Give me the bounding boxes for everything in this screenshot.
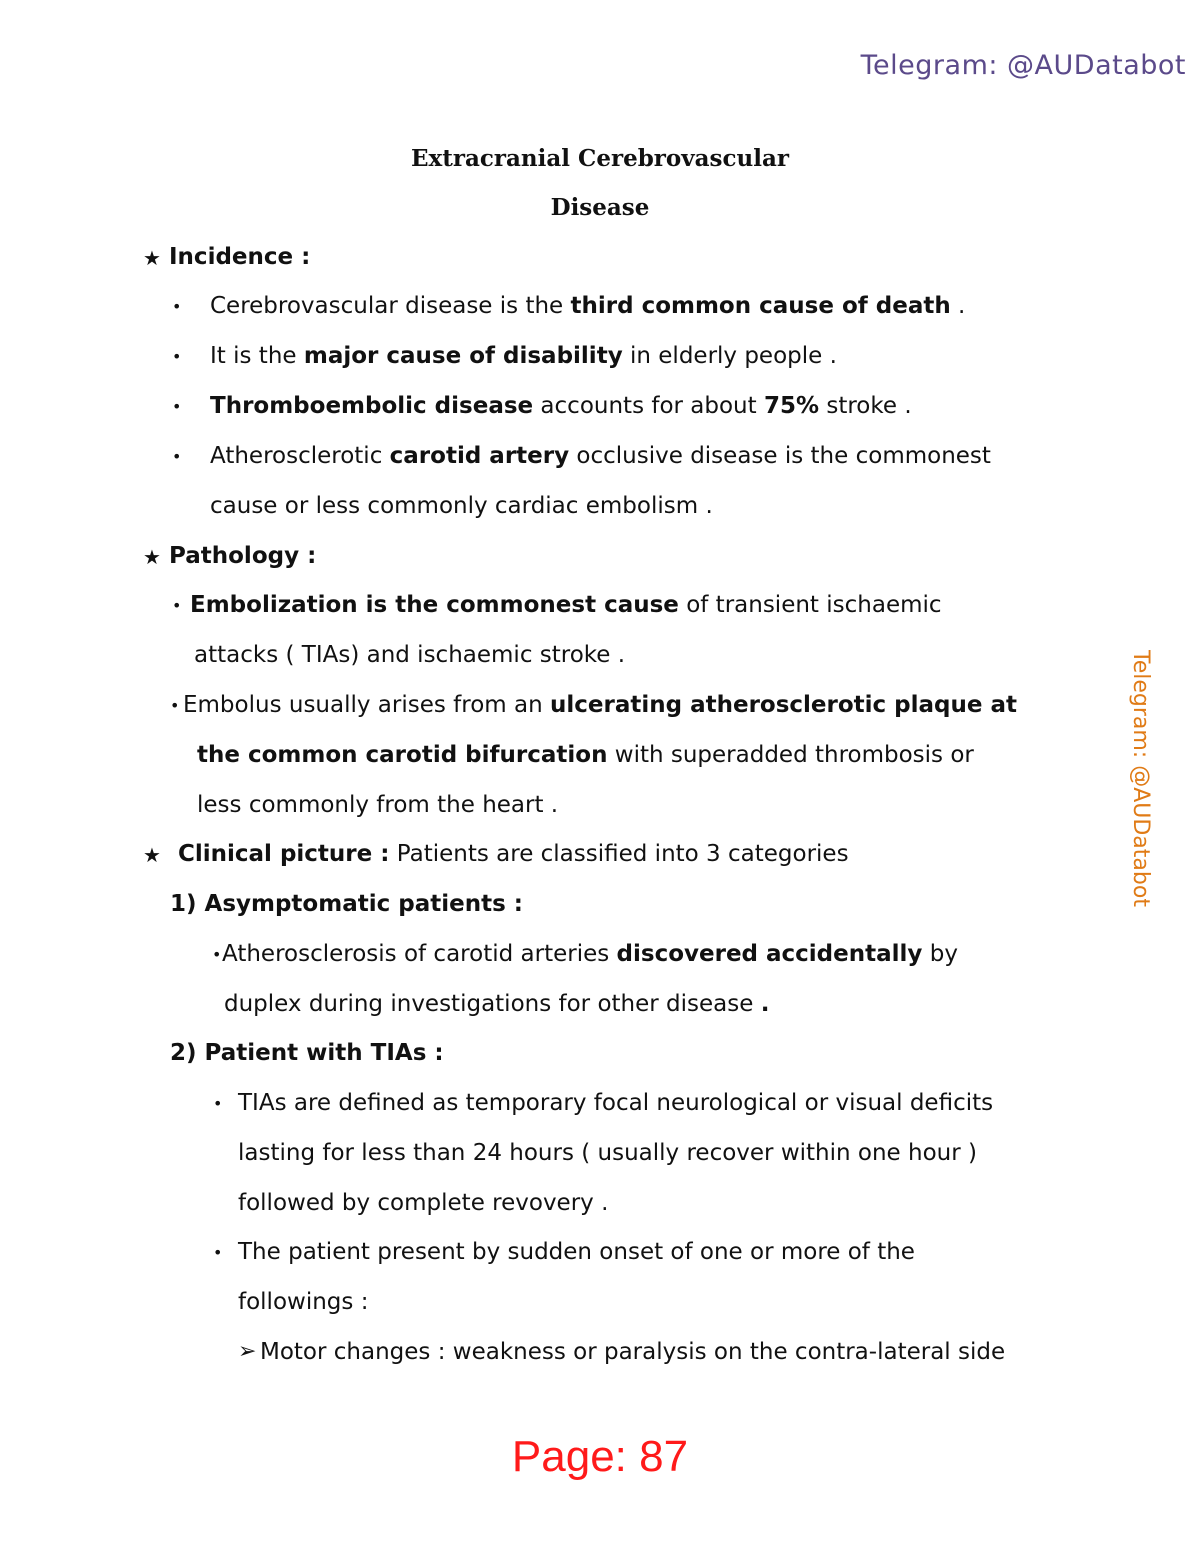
category-1-bullet-cont: duplex during investigations for other disease . <box>224 991 770 1017</box>
category-2-bullet-2-cont: followings : <box>238 1289 369 1315</box>
category-2-heading: 2) Patient with TIAs : <box>170 1040 444 1066</box>
category-2-bullet-2: The patient present by sudden onset of one or more of the <box>238 1239 915 1265</box>
pathology-bullet-1-cont: attacks ( TIAs) and ischaemic stroke . <box>194 642 626 668</box>
bullet-icon: • <box>172 447 182 466</box>
category-2-bullet-1: TIAs are defined as temporary focal neurological or visual deficits <box>238 1090 994 1116</box>
bullet-icon: • <box>213 1243 223 1262</box>
incidence-bullet-4-cont: cause or less commonly cardiac embolism . <box>210 493 713 519</box>
pathology-bullet-1: Embolization is the commonest cause of transient ischaemic <box>190 592 942 618</box>
document-title-line2: Disease <box>550 194 650 221</box>
page-number: Page: 87 <box>511 1432 689 1481</box>
incidence-bullet-4: Atherosclerotic carotid artery occlusive disease is the commonest <box>210 443 991 469</box>
pathology-bullet-2: Embolus usually arises from an ulcerating atherosclerotic plaque at <box>183 692 1018 718</box>
bullet-icon: • <box>172 297 182 316</box>
document-title-line1: Extracranial Cerebrovascular <box>411 145 789 172</box>
category-2-bullet-1-cont2: followed by complete revovery . <box>238 1190 609 1216</box>
incidence-bullet-1: Cerebrovascular disease is the third common cause of death . <box>210 293 966 319</box>
pathology-bullet-2-cont2: less commonly from the heart . <box>197 792 559 818</box>
section-heading-clinical: Clinical picture : Patients are classified into 3 categories <box>178 841 849 867</box>
category-1-bullet: Atherosclerosis of carotid arteries discovered accidentally by <box>222 941 958 967</box>
incidence-bullet-2: It is the major cause of disability in elderly people . <box>210 343 837 369</box>
bullet-icon: • <box>170 696 180 715</box>
bullet-icon: • <box>172 596 182 615</box>
arrow-bullet-icon: ➢ <box>238 1339 257 1364</box>
section-heading-incidence: Incidence : <box>169 244 311 270</box>
motor-changes-item: Motor changes : weakness or paralysis on the contra-lateral side <box>260 1339 1006 1365</box>
star-icon: ★ <box>143 246 161 270</box>
section-heading-pathology: Pathology : <box>169 543 317 569</box>
telegram-watermark-side: Telegram: @AUDatabot <box>1128 650 1153 907</box>
telegram-watermark-top: Telegram: @AUDatabot <box>860 50 1186 81</box>
incidence-bullet-3: Thromboembolic disease accounts for about 75% stroke . <box>210 393 912 419</box>
bullet-icon: • <box>212 945 222 964</box>
bullet-icon: • <box>172 397 182 416</box>
pathology-bullet-2-cont: the common carotid bifurcation with superadded thrombosis or <box>197 742 974 768</box>
category-1-heading: 1) Asymptomatic patients : <box>170 891 523 917</box>
star-icon: ★ <box>143 545 161 569</box>
bullet-icon: • <box>172 347 182 366</box>
bullet-icon: • <box>213 1094 223 1113</box>
category-2-bullet-1-cont: lasting for less than 24 hours ( usually recover within one hour ) <box>238 1140 977 1166</box>
star-icon: ★ <box>143 843 161 867</box>
